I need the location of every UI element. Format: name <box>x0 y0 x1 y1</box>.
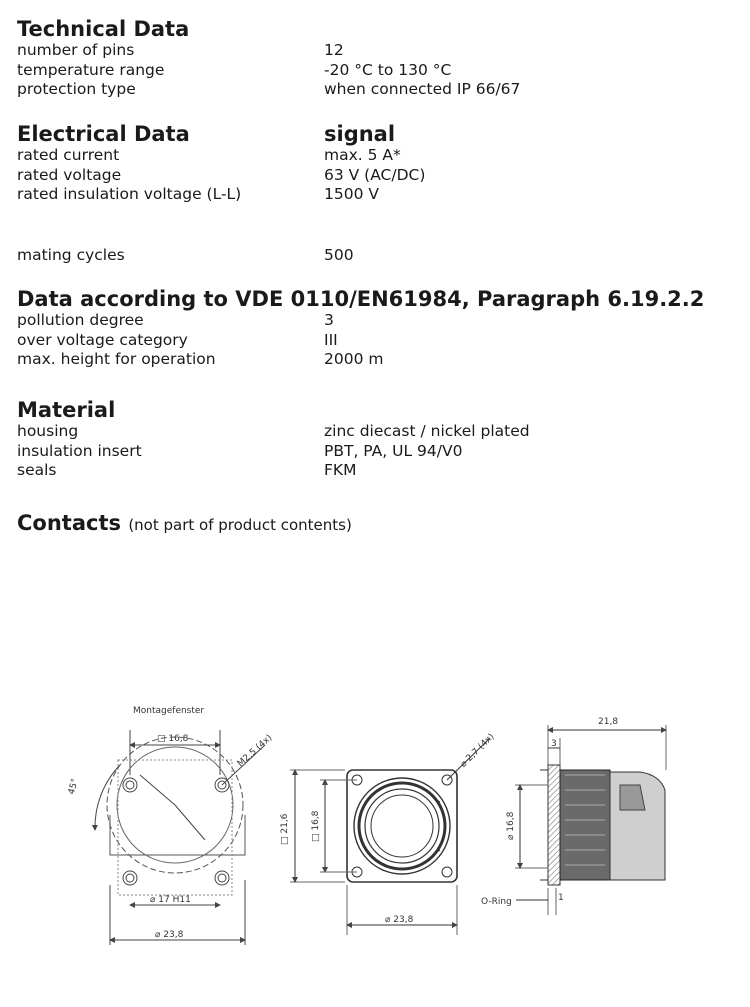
spec-value: max. 5 A* <box>324 146 401 164</box>
material-section <box>17 398 742 481</box>
dim-23-8-left: ⌀ 23,8 <box>155 930 184 940</box>
cutout-label: Montagefenster <box>133 706 205 716</box>
spec-value: FKM <box>324 461 357 480</box>
spec-row <box>17 311 742 331</box>
spec-row <box>17 41 742 61</box>
dim-21-8: 21,8 <box>598 717 619 727</box>
spec-value: III <box>324 330 338 349</box>
dim-45-deg: 45° <box>66 777 81 796</box>
spec-label: seals <box>17 461 57 480</box>
spec-value: 1500 V <box>324 185 379 204</box>
spec-label: mating cycles <box>17 246 125 264</box>
spec-row <box>17 246 742 266</box>
technical-drawing <box>0 690 750 1000</box>
spec-value: PBT, PA, UL 94/V0 <box>324 441 463 460</box>
contacts-section <box>17 511 742 537</box>
spec-value: zinc diecast / nickel plated <box>324 422 530 440</box>
material-heading: Material <box>17 398 116 422</box>
connector-front-view <box>280 732 496 935</box>
contacts-title: Contacts <box>17 511 121 535</box>
mating-cycles-row-wrap <box>17 246 742 266</box>
spec-label: temperature range <box>17 60 165 79</box>
spec-row <box>17 331 742 351</box>
technical-data-rows <box>17 41 742 100</box>
spec-value: 2000 m <box>324 350 384 369</box>
spec-label: rated insulation voltage (L-L) <box>17 185 242 204</box>
dim-diameter-16-8: ⌀ 16,8 <box>506 811 516 840</box>
technical-data-heading: Technical Data <box>17 17 190 41</box>
spec-row <box>17 80 742 100</box>
technical-data-section <box>17 17 742 100</box>
spec-row <box>17 350 742 370</box>
signal-column-heading: signal <box>324 122 396 146</box>
spec-label: pollution degree <box>17 311 144 329</box>
spec-label: insulation insert <box>17 441 142 460</box>
dim-3: 3 <box>551 739 557 749</box>
dim-2-7: ⌀ 2,7 (4x) <box>458 731 497 770</box>
electrical-data-section <box>17 122 742 205</box>
spec-row <box>17 61 742 81</box>
spec-value: 12 <box>324 41 344 59</box>
spec-label: over voltage category <box>17 330 188 349</box>
dim-square-21-6: □ 21,6 <box>280 813 290 845</box>
spec-label: number of pins <box>17 41 135 59</box>
spec-value: 63 V (AC/DC) <box>324 165 426 184</box>
spec-value: 3 <box>324 311 334 329</box>
spec-value: -20 °C to 130 °C <box>324 60 452 79</box>
spec-value: when connected IP 66/67 <box>324 80 521 99</box>
spec-row <box>17 422 742 442</box>
electrical-data-heading: Electrical Data <box>17 122 190 146</box>
spec-label: rated current <box>17 146 120 164</box>
spec-row <box>17 146 742 166</box>
dim-square-16-8-vertical: □ 16,8 <box>311 810 321 842</box>
contacts-note: (not part of product contents) <box>128 516 352 534</box>
electrical-heading-row <box>17 122 742 146</box>
spec-row <box>17 442 742 462</box>
spec-value: 500 <box>324 246 354 264</box>
spec-row <box>17 166 742 186</box>
spec-label: housing <box>17 422 79 440</box>
spec-label: max. height for operation <box>17 350 216 369</box>
mounting-cutout-view <box>67 706 274 945</box>
connector-side-view <box>481 717 666 915</box>
spec-label: protection type <box>17 80 136 99</box>
dim-bore-17: ⌀ 17 H11 <box>150 895 191 905</box>
spec-row <box>17 461 742 481</box>
o-ring-label: O-Ring <box>481 897 512 907</box>
contacts-heading <box>17 511 742 537</box>
dim-m2-5: M2,5 (4x) <box>235 732 275 770</box>
spec-row <box>17 185 742 205</box>
spec-label: rated voltage <box>17 165 122 184</box>
vde-data-section <box>17 287 742 370</box>
dim-1: 1 <box>558 893 564 903</box>
dim-square-16-8: □ 16,8 <box>157 734 189 744</box>
dim-23-8-front: ⌀ 23,8 <box>385 915 414 925</box>
vde-data-heading: Data according to VDE 0110/EN61984, Paragraph 6.19.2.2 <box>17 287 705 311</box>
